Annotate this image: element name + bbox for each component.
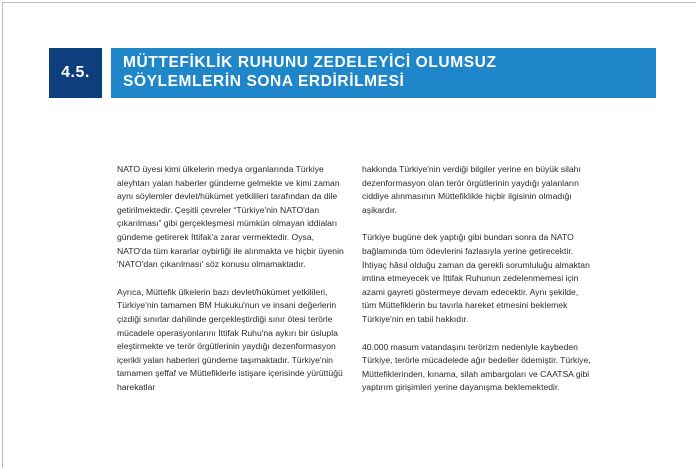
paragraph: Ayrıca, Müttefik ülkelerin bazı devlet/hükümet yetkilileri, Türkiye'nin tamamen BM Hukuku'nun ve insani değerlerin çizdiği sınırlar dahilinde gerçekleştirdiği sınır ötesi terörle mücadele operasyonlarını İttifak Ruhu'na aykırı bir üslupla eleştirmekte ve terör örgütlerinin yaydığı dezenformasyon içerikli yalan haberleri gündeme taşımaktadır. Türkiye'nin tamamen şeffaf ve Müttefiklerle istişare içerisinde yürüttüğü harekatlar [117,286,343,392]
paragraph: Türkiye bugüne dek yaptığı gibi bundan sonra da NATO bağlamında tüm ödevlerini fazlasıyla yerine getirecektir. İhtiyaç hâsıl olduğu zaman da gerekli sorumluluğu almaktan imtina etmeyecek ve İttifak Ruhunun zedelenmemesi için azami gayreti göstermeye devam edecektir. Aynı şekilde, tüm Müttefiklerin bu tavırla hareket etmesini beklemek Türkiye'nin en tabii hakkıdır. [362,232,590,324]
section-number: 4.5. [49,48,102,98]
paragraph: hakkında Türkiye'nin verdiği bilgiler yerine en büyük silahı dezenformasyon olan terör örgütlerinin yaydığı yalanların ciddiye alınmasının Müttefiklikle hiçbir ilgisinin olmadığı aşikardır. [362,164,581,215]
paragraph: 40.000 masum vatandaşını terörizm nedeniyle kaybeden Türkiye, terörle mücadelede ağır bedeller ödemiştir. Türkiye, Müttefiklerinden, kınama, silah ambargoları ve CAATSA gibi yaptırım girişimleri yerine dayanışma beklemektedir. [362,341,591,393]
left-column [117,163,347,409]
section-title [111,48,656,98]
section-title-line-2: SÖYLEMLERİN SONA ERDİRİLMESİ [123,73,405,90]
right-column [362,163,592,409]
section-title-line-1: MÜTTEFİKLİK RUHUNU ZEDELEYİCİ OLUMSUZ [123,54,497,71]
paragraph: NATO üyesi kimi ülkelerin medya organlarında Türkiye aleyhtarı yalan haberler gündeme gelmekte ve kimi zaman aynı söylemler devlet/hükümet yetkilileri tarafından da dile getirilmektedir. Çeşitli çevreler “Türkiye'nin NATO'dan çıkarılması” gibi gerçekleşmesi mümkün olmayan iddiaları gündeme getirerek İttifak'a zarar vermektedir. Oysa, NATO'da tüm kararlar oybirliği ile alınmakta ve hiçbir üyenin 'NATO'dan çıkarılması' söz konusu olmamaktadır. [117,164,344,270]
